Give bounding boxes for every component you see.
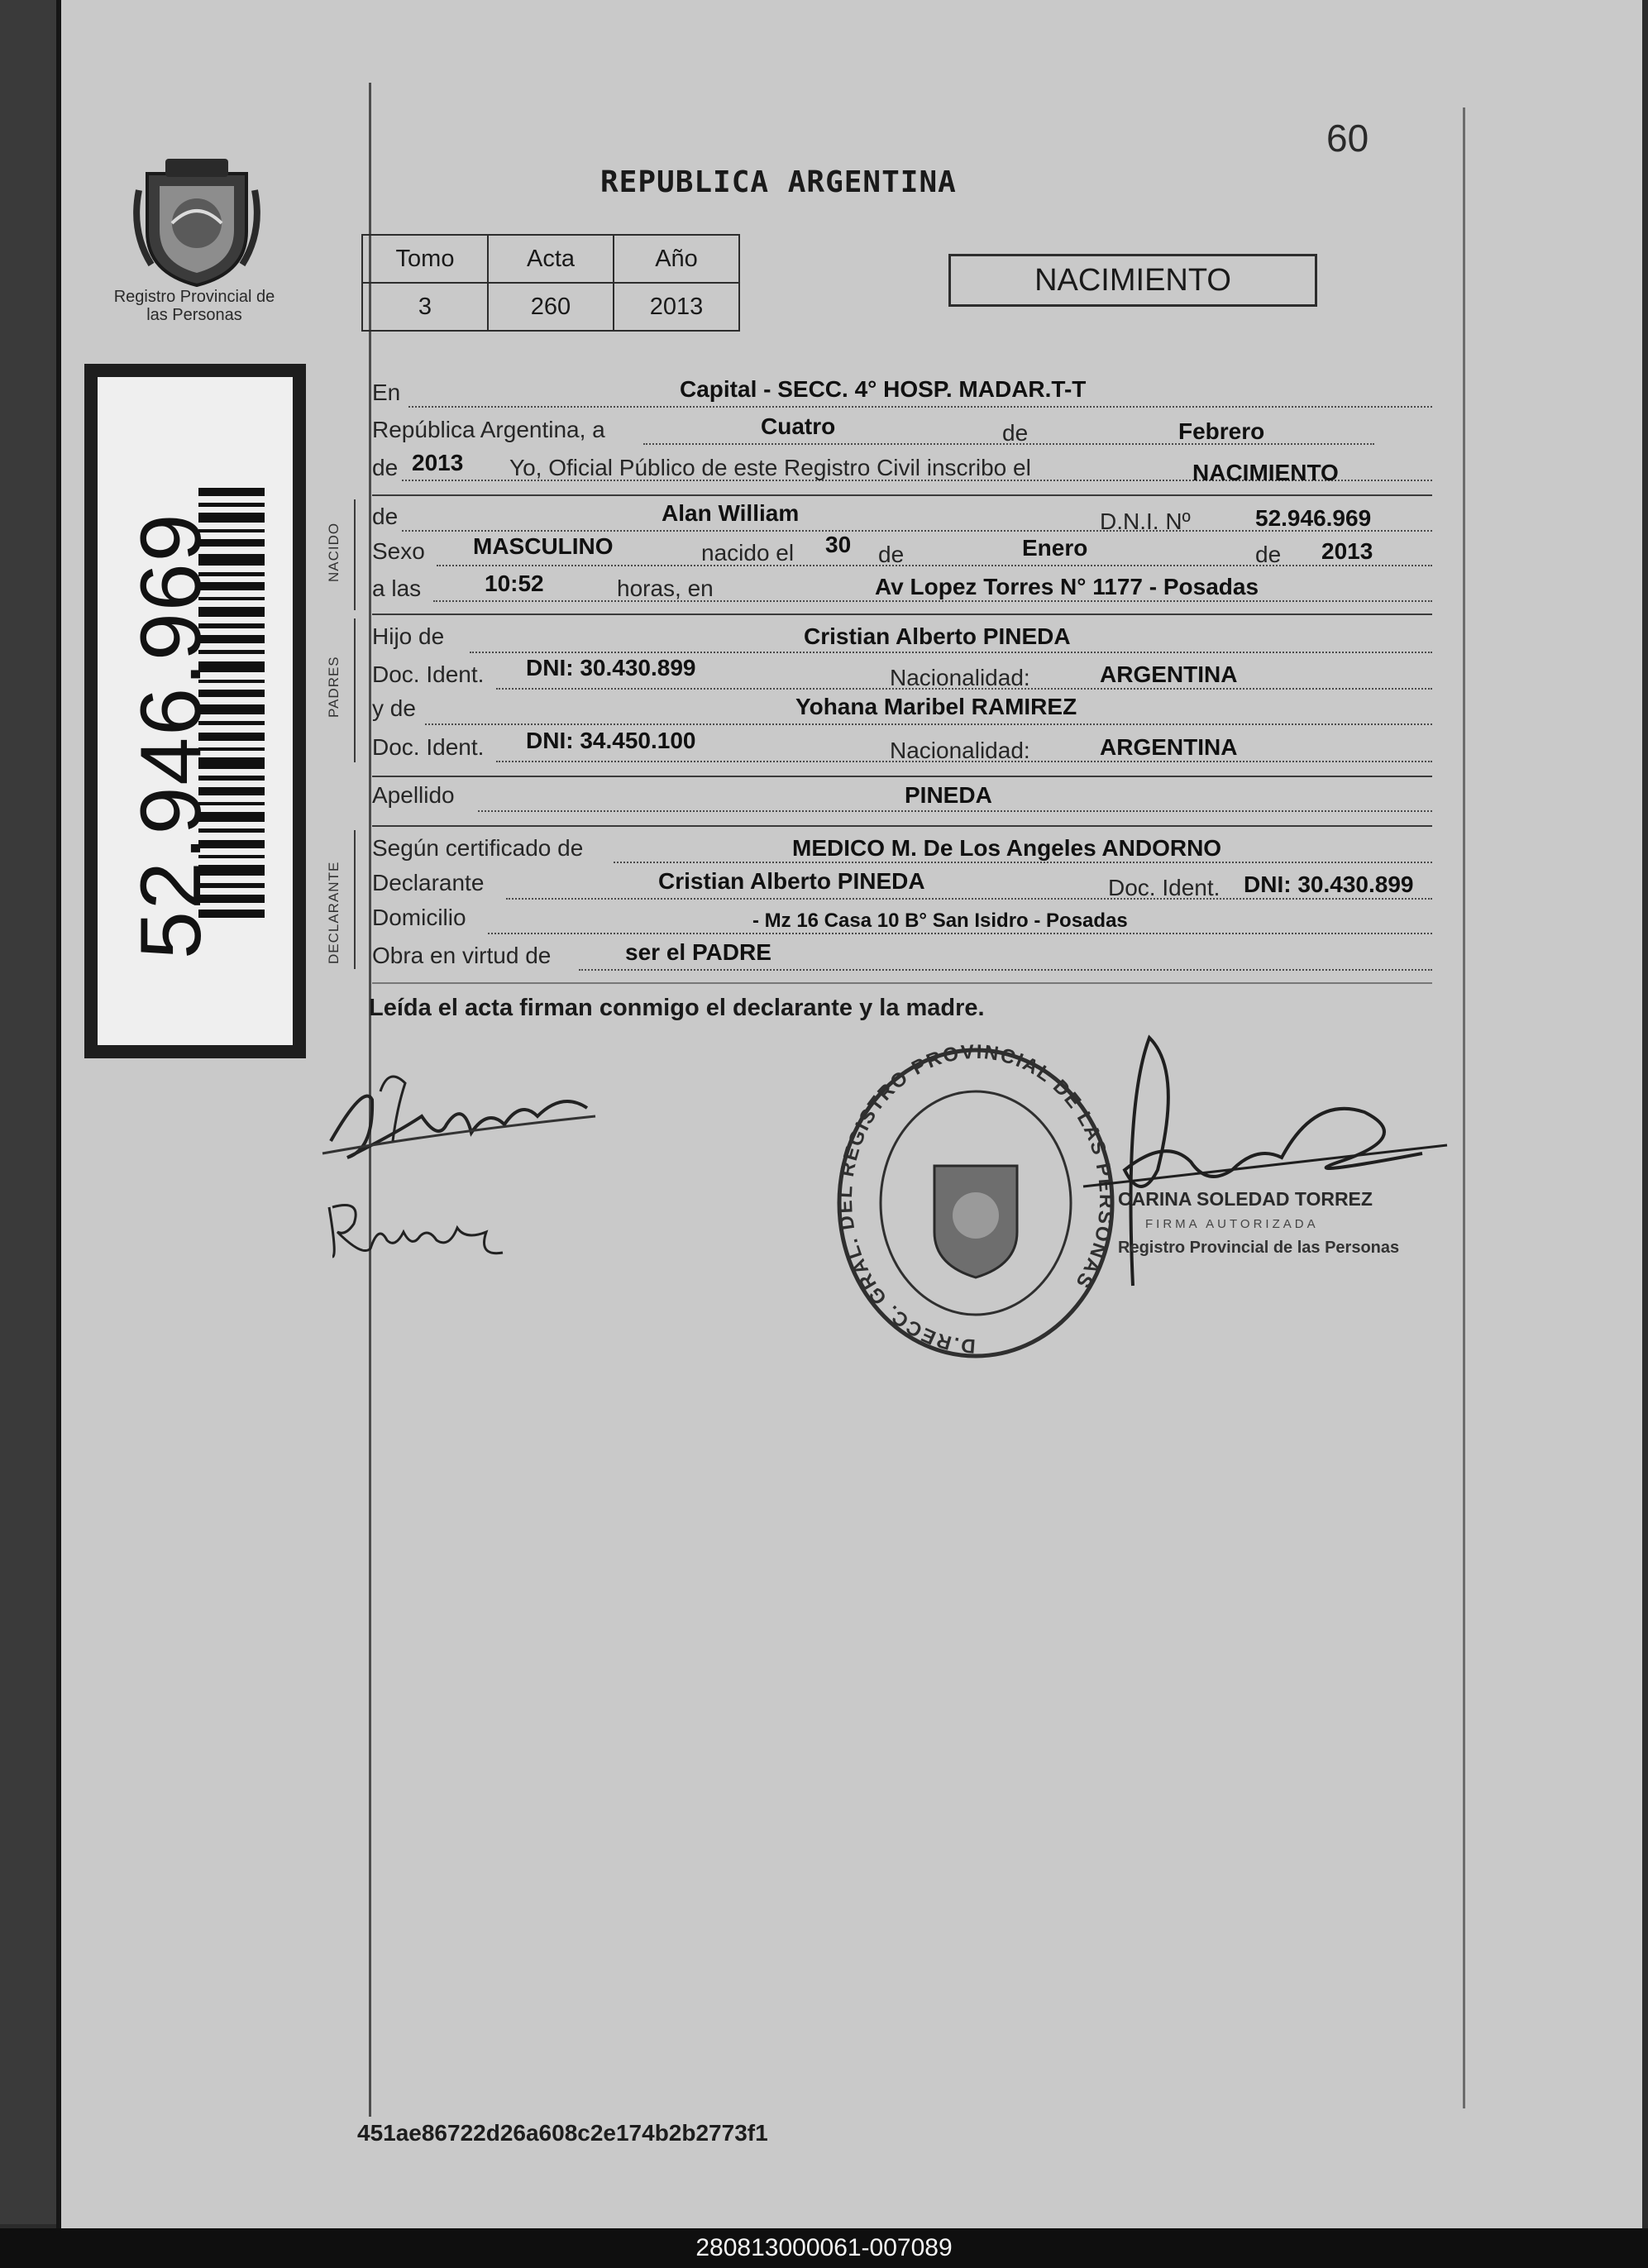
- sex-value: MASCULINO: [473, 533, 614, 559]
- row-birth-details: [372, 532, 1432, 568]
- row-place: [372, 376, 1432, 409]
- declarant-signature: [314, 1050, 612, 1182]
- dni-label: D.N.I. Nº: [1100, 509, 1191, 534]
- republic-label: República Argentina, a: [372, 417, 605, 442]
- dotted-line: [579, 969, 1432, 971]
- row-year: [372, 450, 1432, 483]
- row-surname: [372, 781, 1432, 814]
- de-label: de: [1002, 420, 1029, 446]
- birth-day-value: 30: [825, 532, 852, 557]
- section-divider: [372, 614, 1432, 615]
- dotted-line: [506, 898, 1432, 900]
- father-nationality-value: ARGENTINA: [1100, 661, 1238, 687]
- father-label: Hijo de: [372, 623, 445, 649]
- table-value-ano: 2013: [614, 283, 739, 331]
- row-certificate: [372, 832, 1432, 865]
- declarant-doc-label: Doc. Ident.: [1108, 875, 1220, 900]
- section-bar-born: [354, 499, 356, 610]
- nationality-label: Nacionalidad:: [890, 665, 1030, 690]
- id-number-vertical: 52.946.969: [123, 512, 219, 959]
- officer-statement: Yo, Oficial Público de este Registro Civil inscribo el: [509, 455, 1031, 480]
- surname-value: PINEDA: [905, 782, 992, 808]
- section-bar-parents: [354, 618, 356, 762]
- registry-name: Registro Provincial de las Personas: [113, 288, 275, 324]
- registry-table-header-row: [362, 235, 739, 283]
- declarant-doc-value: DNI: 30.430.899: [1244, 871, 1414, 897]
- official-name: CARINA SOLEDAD TORREZ: [1118, 1188, 1373, 1210]
- father-name-value: Cristian Alberto PINEDA: [804, 623, 1071, 649]
- year-value: 2013: [412, 450, 464, 475]
- birth-time-value: 10:52: [485, 571, 544, 596]
- footer-code: 280813000061-007089: [0, 2228, 1648, 2268]
- hours-label: horas, en: [617, 575, 714, 601]
- registry-table-value-row: [362, 283, 739, 331]
- day-value: Cuatro: [761, 413, 836, 439]
- section-divider: [372, 494, 1432, 496]
- section-label-born: NACIDO: [326, 522, 342, 582]
- country-title: REPUBLICA ARGENTINA: [600, 165, 957, 199]
- month-value: Febrero: [1178, 418, 1265, 444]
- act-word: NACIMIENTO: [1192, 460, 1339, 485]
- mother-label: y de: [372, 695, 416, 721]
- table-header-tomo: Tomo: [362, 235, 488, 283]
- time-label: a las: [372, 575, 422, 601]
- table-header-acta: Acta: [488, 235, 614, 283]
- sex-label: Sexo: [372, 538, 425, 564]
- row-declarant: [372, 868, 1432, 901]
- section-divider: [372, 982, 1432, 984]
- certificate-label: Según certificado de: [372, 835, 584, 861]
- mother-signature: [321, 1191, 519, 1273]
- section-divider: [372, 776, 1432, 777]
- dotted-line: [408, 406, 1432, 408]
- row-birth-time: [372, 571, 1432, 604]
- de-name-label: de: [372, 504, 399, 529]
- child-name-value: Alan William: [662, 500, 800, 526]
- section-divider: [372, 825, 1432, 827]
- dotted-line: [433, 600, 1432, 602]
- mother-name-value: Yohana Maribel RAMIREZ: [795, 694, 1077, 719]
- provincial-seal-icon: [122, 141, 271, 289]
- place-value: Capital - SECC. 4° HOSP. MADAR.T-T: [680, 376, 1087, 402]
- father-doc-value: DNI: 30.430.899: [526, 655, 696, 680]
- address-label: Domicilio: [372, 905, 466, 930]
- birth-place-value: Av Lopez Torres N° 1177 - Posadas: [875, 574, 1259, 599]
- address-value: - Mz 16 Casa 10 B° San Isidro - Posadas: [752, 910, 1128, 932]
- dotted-line: [488, 933, 1432, 934]
- row-address: [372, 903, 1432, 936]
- acting-value: ser el PADRE: [625, 939, 771, 965]
- official-signature: [1067, 1021, 1455, 1302]
- mother-doc-value: DNI: 34.450.100: [526, 728, 696, 753]
- surname-label: Apellido: [372, 782, 455, 808]
- row-mother-doc: [372, 728, 1432, 764]
- child-dni-value: 52.946.969: [1255, 505, 1372, 531]
- birth-year-value: 2013: [1321, 538, 1373, 564]
- dotted-line: [425, 723, 1432, 725]
- section-bar-declarant: [354, 830, 356, 969]
- dotted-line: [437, 565, 1432, 566]
- en-label: En: [372, 380, 401, 405]
- row-father-doc: [372, 655, 1432, 691]
- birth-month-value: Enero: [1022, 535, 1088, 561]
- closing-text: Leída el acta firman conmigo el declarante y la madre.: [369, 995, 985, 1021]
- section-label-declarant: DECLARANTE: [326, 861, 342, 964]
- dotted-line: [470, 652, 1432, 653]
- doc-label-2: Doc. Ident.: [372, 734, 485, 760]
- row-date: [372, 413, 1432, 446]
- born-label: nacido el: [701, 540, 795, 566]
- declarant-label: Declarante: [372, 870, 485, 895]
- row-acting: [372, 939, 1432, 972]
- row-father: [372, 622, 1432, 655]
- dotted-line: [478, 810, 1432, 812]
- table-value-tomo: 3: [362, 283, 488, 331]
- page-number: 60: [1326, 117, 1369, 160]
- de-year-label: de: [372, 455, 399, 480]
- row-child-name: [372, 500, 1432, 533]
- right-margin-line: [1463, 107, 1465, 2108]
- section-label-parents: PADRES: [326, 656, 342, 718]
- document-hash: 451ae86722d26a608c2e174b2b2773f1: [357, 2120, 768, 2146]
- birth-de-year-label: de: [1255, 542, 1282, 567]
- act-type-box: NACIMIENTO: [948, 254, 1317, 307]
- mother-nationality-value: ARGENTINA: [1100, 734, 1238, 760]
- nationality-label-2: Nacionalidad:: [890, 738, 1030, 763]
- dotted-line: [614, 862, 1432, 863]
- table-header-ano: Año: [614, 235, 739, 283]
- official-registry: Registro Provincial de las Personas: [1118, 1239, 1400, 1257]
- official-role: FIRMA AUTORIZADA: [1145, 1217, 1319, 1231]
- doc-label: Doc. Ident.: [372, 661, 485, 687]
- registry-table: [361, 234, 740, 332]
- seal-ring-text: D.RECC. GRAL. DEL REGISTRO PROVINCIAL DE LAS PERSONAS: [834, 1042, 1118, 1358]
- table-value-acta: 260: [488, 283, 614, 331]
- certificate-value: MEDICO M. De Los Angeles ANDORNO: [792, 835, 1222, 861]
- acting-label: Obra en virtud de: [372, 943, 552, 968]
- row-mother: [372, 694, 1432, 727]
- declarant-name-value: Cristian Alberto PINEDA: [658, 868, 925, 894]
- birth-de-label: de: [878, 542, 905, 567]
